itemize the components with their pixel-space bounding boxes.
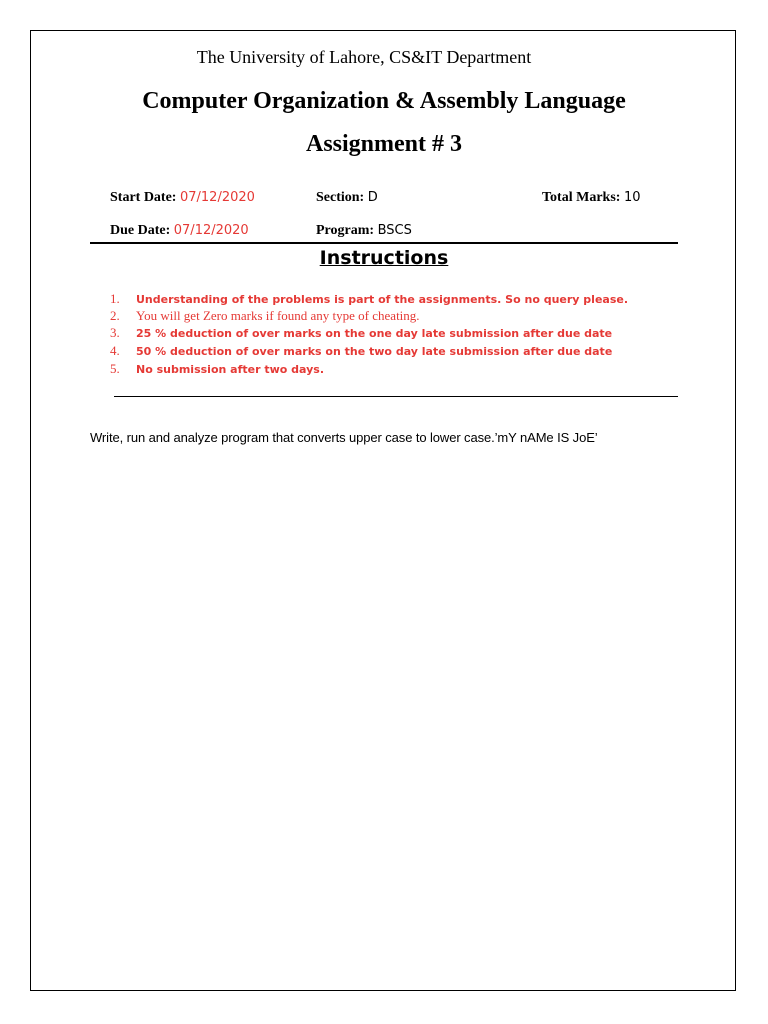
- start-date: [110, 190, 255, 206]
- course-title: Computer Organization & Assembly Language: [142, 88, 626, 114]
- instruction-text: 50 % deduction of over marks on the two day late submission after due date: [136, 345, 613, 358]
- start-date-label: Start Date:: [110, 190, 177, 205]
- instruction-item: [110, 290, 628, 308]
- instructions-divider: [114, 396, 678, 397]
- start-date-value: 07/12/2020: [179, 190, 255, 205]
- instruction-item: [110, 324, 628, 342]
- question-text: Write, run and analyze program that converts upper case to lower case.’mY nAMe IS JoE’: [90, 430, 598, 445]
- program-label: Program:: [316, 223, 375, 238]
- instructions-title: Instructions: [319, 247, 449, 269]
- instructions-list: [110, 290, 628, 378]
- due-date-label: Due Date:: [110, 223, 171, 238]
- due-date: [110, 223, 249, 239]
- page-border: [30, 30, 736, 991]
- total-marks: [542, 190, 640, 206]
- instruction-text: No submission after two days.: [136, 363, 325, 376]
- due-date-value: 07/12/2020: [173, 223, 249, 238]
- instruction-number: 5.: [110, 361, 120, 376]
- section-value: D: [367, 190, 378, 205]
- instruction-text: Understanding of the problems is part of the assignments. So no query please.: [136, 293, 629, 306]
- section: [316, 190, 378, 206]
- instruction-item: [110, 360, 628, 378]
- instruction-number: 4.: [110, 343, 120, 358]
- program: [316, 223, 412, 239]
- instruction-text: You will get Zero marks if found any type of cheating.: [136, 308, 420, 323]
- instruction-number: 3.: [110, 325, 120, 340]
- section-label: Section:: [316, 190, 365, 205]
- program-value: BSCS: [377, 223, 412, 238]
- instruction-item: [110, 342, 628, 360]
- university-heading: The University of Lahore, CS&IT Department: [196, 47, 532, 67]
- instruction-number: 2.: [110, 308, 120, 323]
- total-marks-value: 10: [623, 190, 641, 205]
- header-divider: [90, 242, 678, 244]
- instruction-item: [110, 308, 628, 324]
- assignment-title: Assignment # 3: [305, 131, 462, 157]
- instruction-text: 25 % deduction of over marks on the one day late submission after due date: [136, 327, 613, 340]
- total-marks-label: Total Marks:: [542, 190, 621, 205]
- instruction-number: 1.: [110, 291, 120, 306]
